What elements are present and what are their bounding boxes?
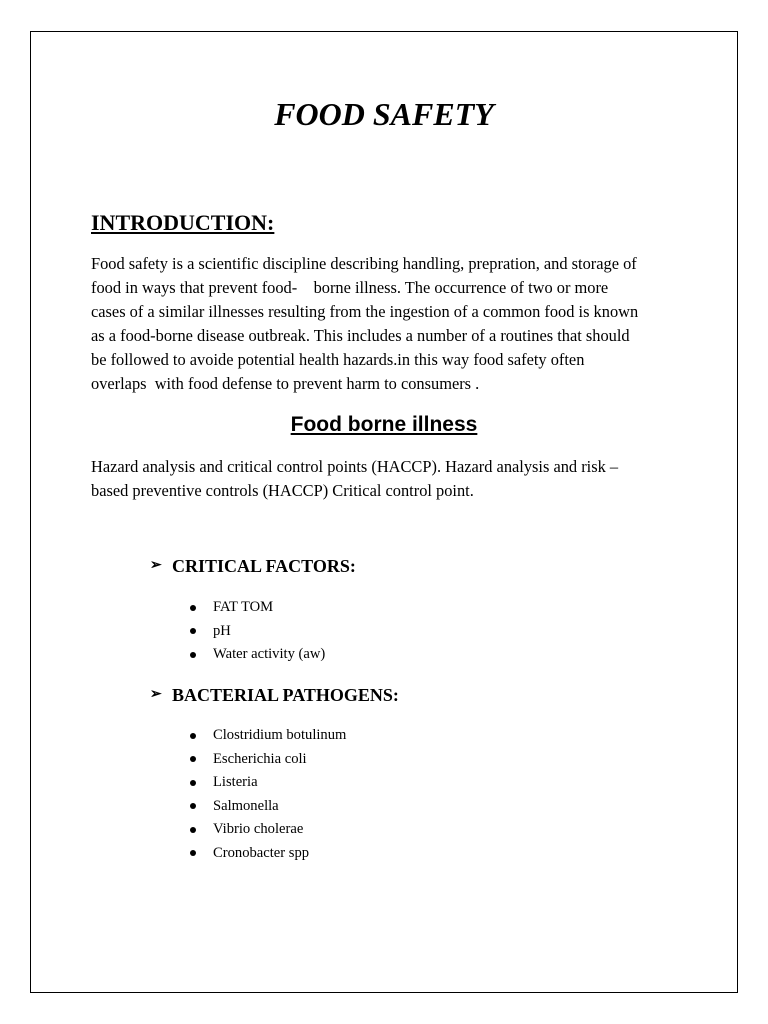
haccp-line: based preventive controls (HACCP) Critical control point.: [91, 481, 474, 500]
food-borne-illness-heading: Food borne illness: [290, 413, 478, 436]
list-item: [190, 596, 325, 620]
list-item-text: Vibrio cholerae: [213, 821, 304, 837]
bullet-dot-icon: [190, 850, 196, 856]
list-item: [190, 643, 325, 667]
list-item-text: Cronobacter spp: [213, 844, 310, 861]
bullet-dot-icon: [190, 733, 196, 739]
list-item-text: Water activity (aw): [213, 646, 326, 662]
list-item-text: Escherichia coli: [213, 750, 307, 767]
bacterial-pathogens-label: BACTERIAL PATHOGENS:: [172, 685, 399, 705]
bacterial-pathogens-heading: [150, 682, 399, 708]
introduction-line: be followed to avoide potential health hazards.in this way food safety often: [91, 350, 585, 369]
bullet-dot-icon: [190, 803, 196, 809]
list-item: [190, 818, 346, 842]
list-item-text: FAT TOM: [213, 599, 274, 615]
introduction-heading: INTRODUCTION:: [91, 210, 275, 235]
list-item: [190, 724, 346, 748]
list-item-text: pH: [213, 622, 231, 639]
haccp-paragraph: [91, 455, 691, 503]
bullet-dot-icon: [190, 628, 196, 634]
bullet-dot-icon: [190, 780, 196, 786]
critical-factors-label: CRITICAL FACTORS:: [172, 556, 356, 576]
bacterial-pathogens-list: [190, 724, 346, 865]
bullet-dot-icon: [190, 827, 196, 833]
list-item-text: Listeria: [213, 774, 258, 790]
introduction-line: food in ways that prevent food- borne illness. The occurrence of two or more: [91, 278, 609, 297]
bullet-dot-icon: [190, 756, 196, 762]
bullet-dot-icon: [190, 652, 196, 658]
haccp-line: Hazard analysis and critical control points (HACCP). Hazard analysis and risk –: [91, 457, 619, 476]
bullet-dot-icon: [190, 605, 196, 611]
introduction-line: as a food-borne disease outbreak. This includes a number of a routines that should: [91, 326, 630, 345]
critical-factors-list: [190, 596, 325, 667]
list-item-text: Clostridium botulinum: [213, 727, 347, 743]
introduction-paragraph: [91, 252, 691, 396]
arrow-bullet-icon: ➢: [150, 558, 162, 573]
introduction-line: cases of a similar illnesses resulting from the ingestion of a common food is known: [91, 302, 639, 321]
list-item: [190, 748, 346, 772]
document-title: FOOD SAFETY: [274, 96, 494, 132]
list-item: [190, 771, 346, 795]
list-item-text: Salmonella: [213, 797, 279, 814]
introduction-line: Food safety is a scientific discipline describing handling, prepration, and storage of: [91, 254, 637, 273]
page-border: [30, 31, 738, 993]
list-item: [190, 620, 325, 644]
list-item: [190, 795, 346, 819]
introduction-line: overlaps with food defense to prevent harm to consumers .: [91, 374, 480, 393]
critical-factors-heading: [150, 553, 356, 579]
arrow-bullet-icon: ➢: [150, 687, 162, 702]
list-item: [190, 842, 346, 866]
